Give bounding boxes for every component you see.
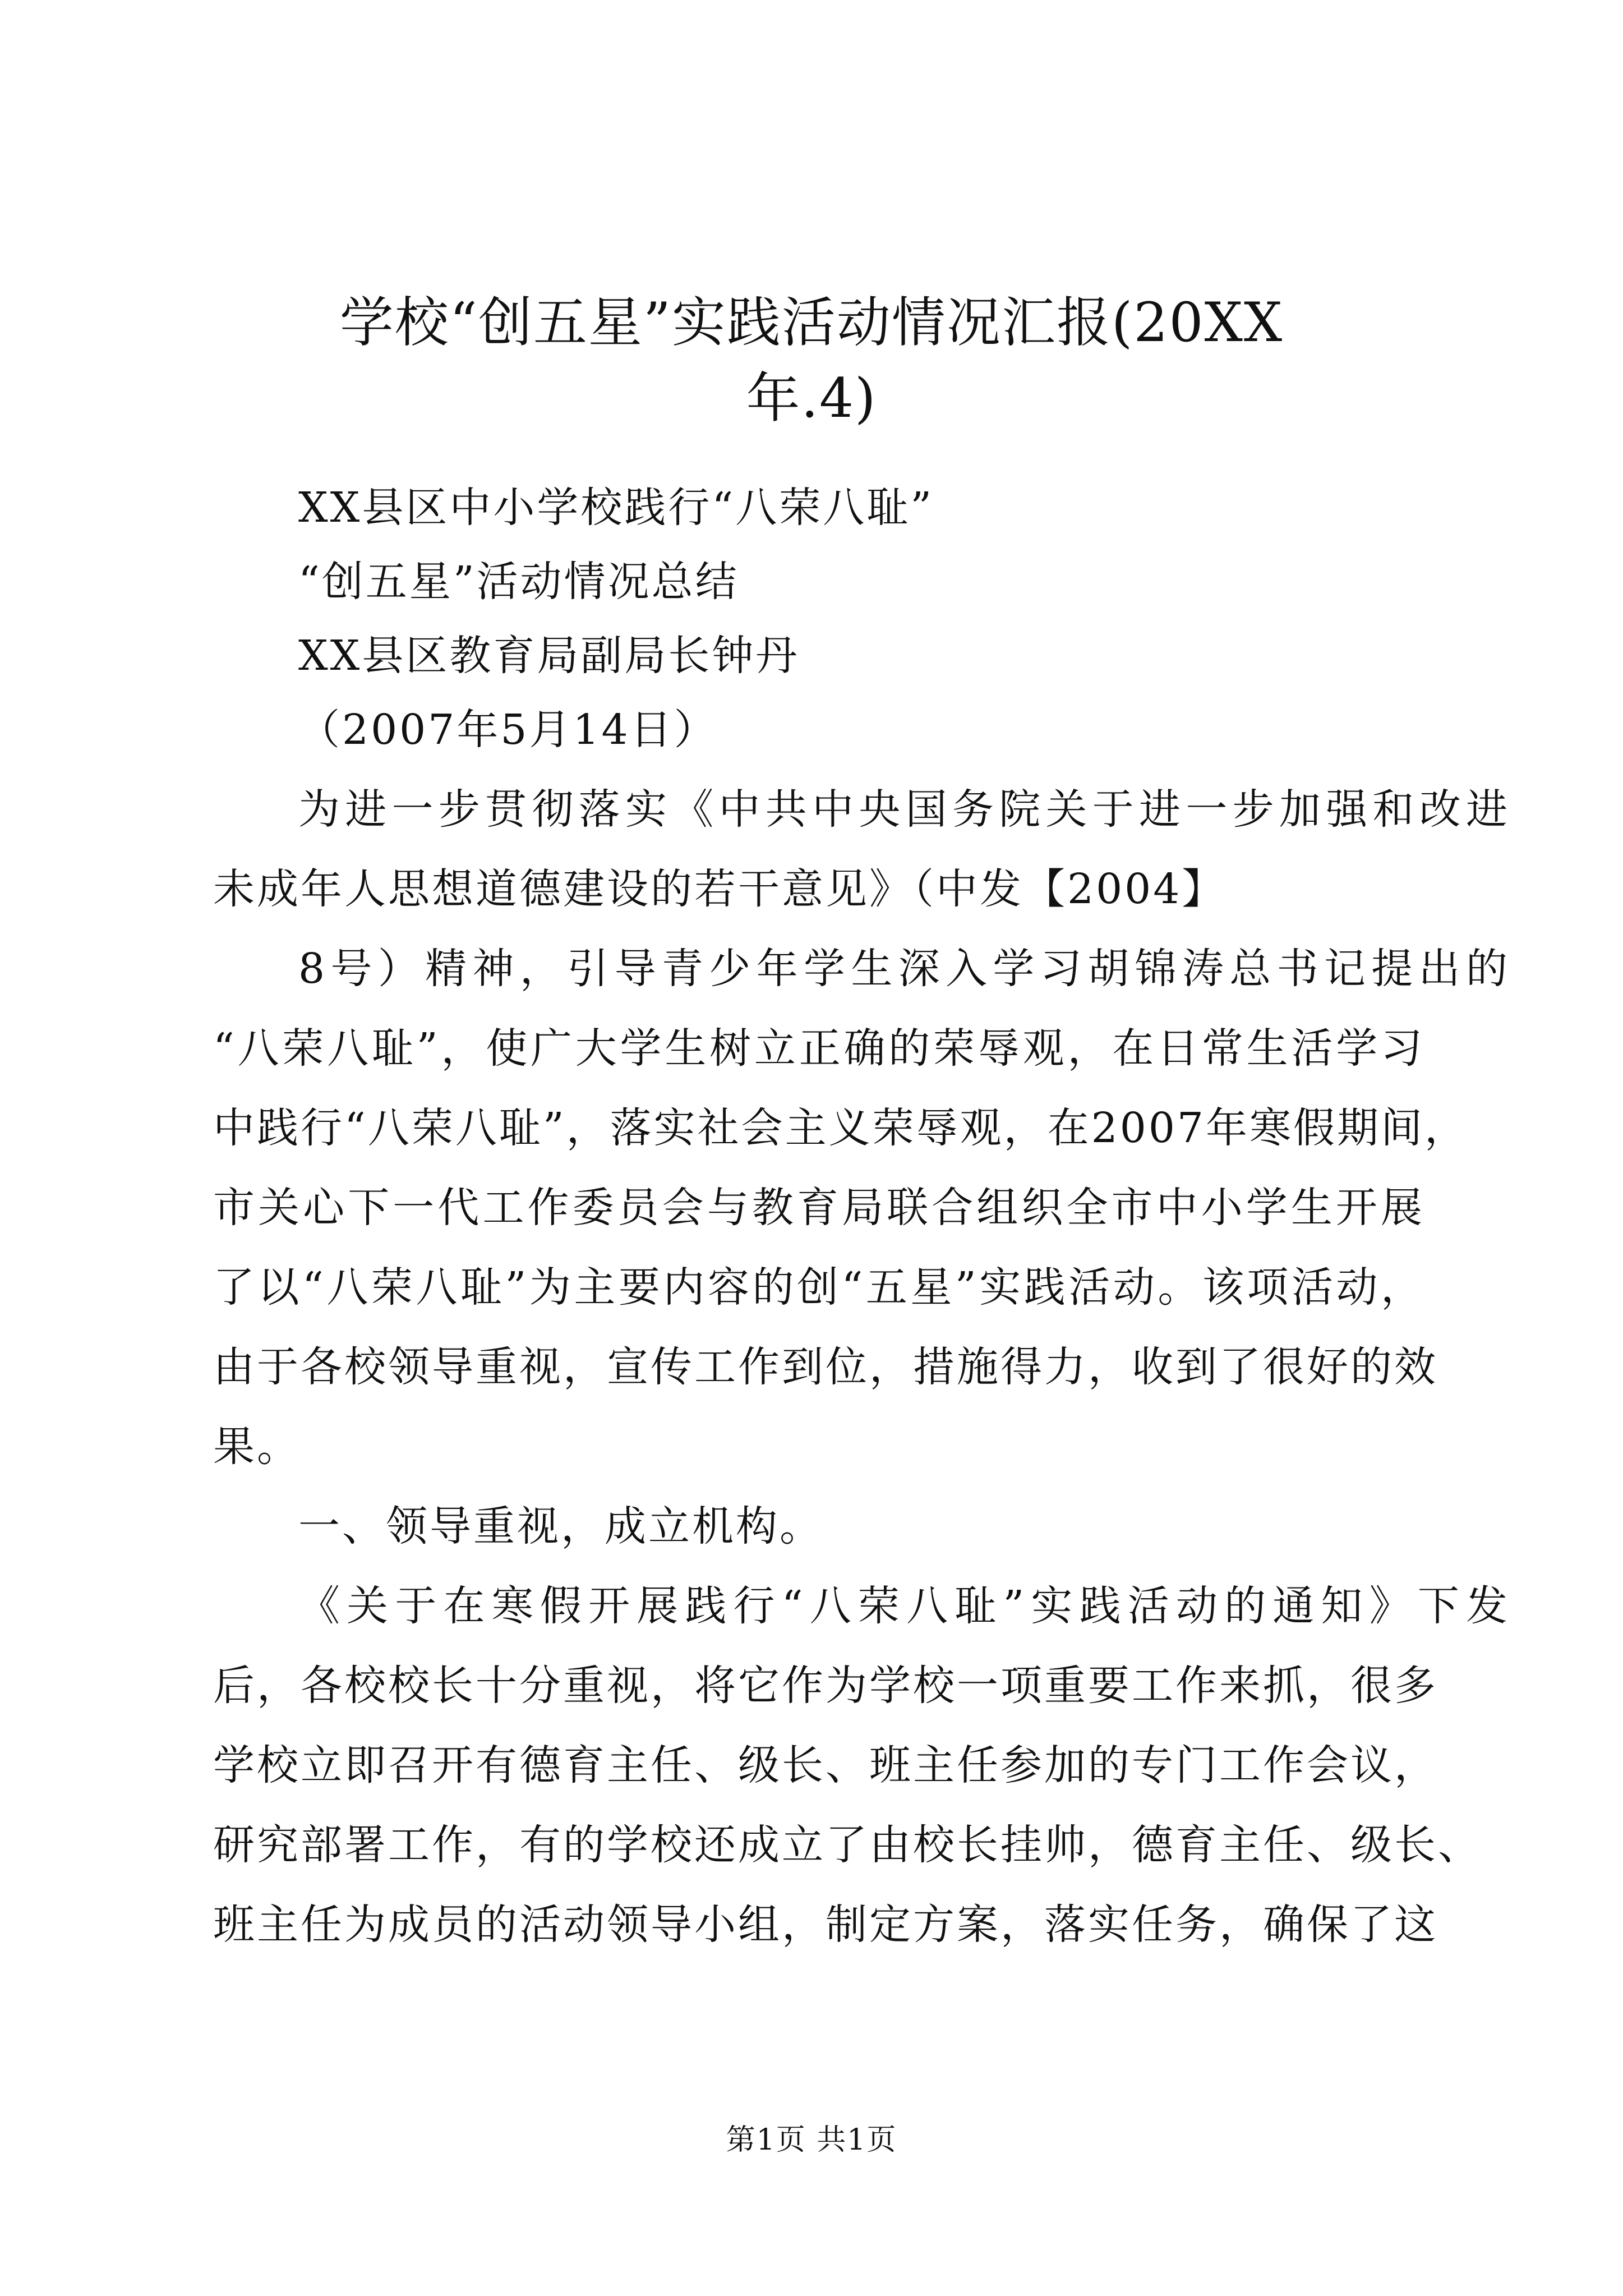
paragraph-line: 了以“八荣八耻”为主要内容的创“五星”实践活动。该项活动， (213, 1263, 1424, 1312)
document-title-line-1: 学校“创五星”实践活动情况汇报(20XX (339, 291, 1284, 354)
page-footer: 第1页 共1页 (726, 2123, 897, 2157)
section-heading: 一、领导重视，成立机构。 (298, 1502, 823, 1550)
paragraph-line: 市关心下一代工作委员会与教育局联合组织全市中小学生开展 (213, 1184, 1424, 1232)
paragraph-line: 研究部署工作，有的学校还成立了由校长挂帅，德育主任、级长、 (213, 1821, 1482, 1869)
document-title-line-2: 年.4) (746, 367, 877, 430)
paragraph-line: 中践行“八荣八耻”，落实社会主义荣辱观，在2007年寒假期间， (213, 1104, 1468, 1152)
paragraph-line: 学校立即召开有德育主任、级长、班主任参加的专门工作会议， (213, 1741, 1438, 1789)
paragraph-line: 班主任为成员的活动领导小组，制定方案，落实任务，确保了这 (213, 1901, 1438, 1949)
paragraph-line: 果。 (213, 1423, 301, 1471)
paragraph-line: 未成年人思想道德建设的若干意见》（中发【2004】 (213, 865, 1226, 913)
paragraph-line: 为进一步贯彻落实《中共中央国务院关于进一步加强和改进 (298, 785, 1510, 834)
paragraph-line: 后，各校校长十分重视，将它作为学校一项重要工作来抓，很多 (213, 1662, 1438, 1710)
paragraph-line: 8号）精神，引导青少年学生深入学习胡锦涛总书记提出的 (298, 945, 1510, 993)
subtitle-line-2: “创五星”活动情况总结 (298, 558, 739, 606)
subtitle-line-1: XX县区中小学校践行“八荣八耻” (298, 484, 934, 532)
paragraph-line: 《关于在寒假开展践行“八荣八耻”实践活动的通知》下发 (298, 1582, 1510, 1630)
date-line: （2007年5月14日） (298, 706, 718, 754)
paragraph-line: “八荣八耻”，使广大学生树立正确的荣辱观，在日常生活学习 (213, 1024, 1424, 1073)
author-line: XX县区教育局副局长钟丹 (298, 632, 800, 680)
paragraph-line: 由于各校领导重视，宣传工作到位，措施得力，收到了很好的效 (213, 1343, 1438, 1391)
